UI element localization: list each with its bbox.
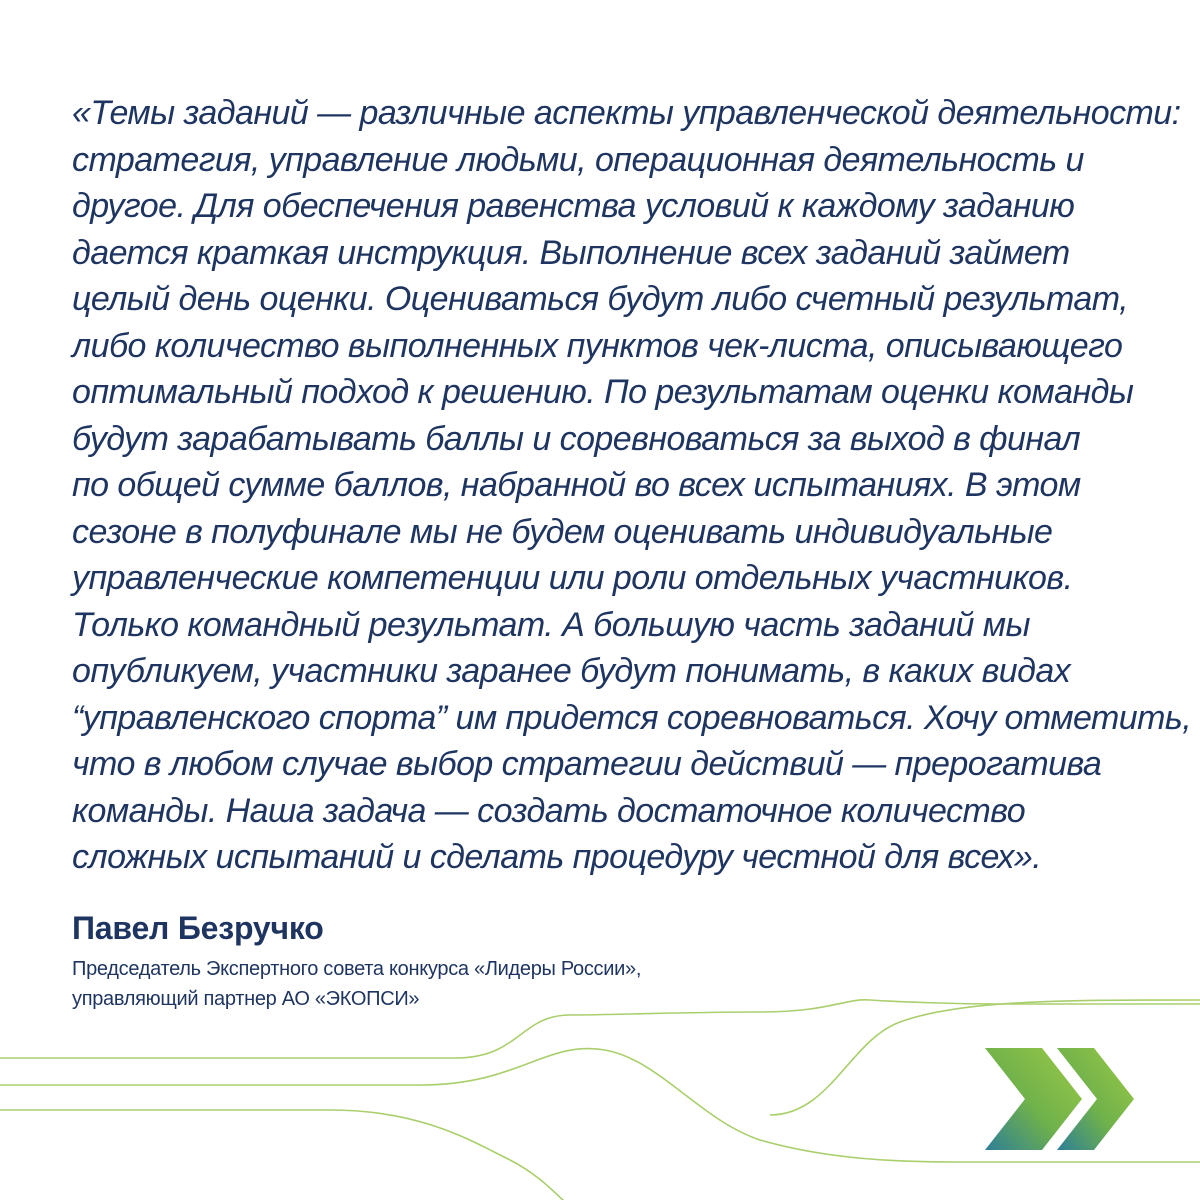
quote-line: сезоне в полуфинале мы не будем оценивать индивидуальные <box>72 512 1053 551</box>
quote-line: опубликуем, участники заранее будут понимать, в каких видах <box>72 652 1071 690</box>
quote-line: либо количество выполненных пунктов чек-листа, описывающего <box>72 326 1123 365</box>
author-role-line: управляющий партнер АО «ЭКОПСИ» <box>72 988 420 1010</box>
quote-line: сложных испытаний и сделать процедуру честной для всех». <box>72 838 1042 876</box>
quote-line: «Темы заданий — различные аспекты управленческой деятельности: <box>72 94 1181 132</box>
quote-line: управленческие компетенции или роли отдельных участников. <box>72 559 1073 597</box>
quote-line: другое. Для обеспечения равенства условий к каждому заданию <box>72 187 1075 225</box>
quote-text <box>72 90 1192 881</box>
decorative-wave-line <box>770 1000 1200 1115</box>
decorative-lines <box>0 1000 1200 1200</box>
quote-line: команды. Наша задача — создать достаточное количество <box>72 791 1026 830</box>
quote-line: “управленского спорта” им придется соревноваться. Хочу отметить, <box>72 698 1192 737</box>
author-role-line: Председатель Экспертного совета конкурса «Лидеры России», <box>72 958 642 980</box>
chevron-right-icon <box>1057 1048 1134 1150</box>
quote-line: будут зарабатывать баллы и соревноваться за выход в финал <box>72 419 1081 458</box>
decorative-wave-line <box>0 1110 575 1200</box>
author-roles <box>72 954 641 1014</box>
chevron-left-icon <box>985 1048 1082 1150</box>
double-chevron-right-icon <box>985 1048 1134 1150</box>
quote-line: что в любом случае выбор стратегии действий — прерогатива <box>72 745 1102 783</box>
quote-line: стратегия, управление людьми, операционная деятельность и <box>72 140 1084 179</box>
quote-line: оптимальный подход к решению. По результатам оценки команды <box>72 373 1134 411</box>
quote-line: Только командный результат. А большую часть заданий мы <box>72 605 1030 644</box>
quote-line: дается краткая инструкция. Выполнение всех заданий займет <box>72 233 1070 272</box>
decorative-wave-line <box>0 1049 1200 1162</box>
quote-line: по общей сумме баллов, набранной во всех испытаниях. В этом <box>72 466 1081 504</box>
quote-line: целый день оценки. Оцениваться будут либо счетный результат, <box>72 280 1129 318</box>
author-name: Павел Безручко <box>72 910 324 946</box>
